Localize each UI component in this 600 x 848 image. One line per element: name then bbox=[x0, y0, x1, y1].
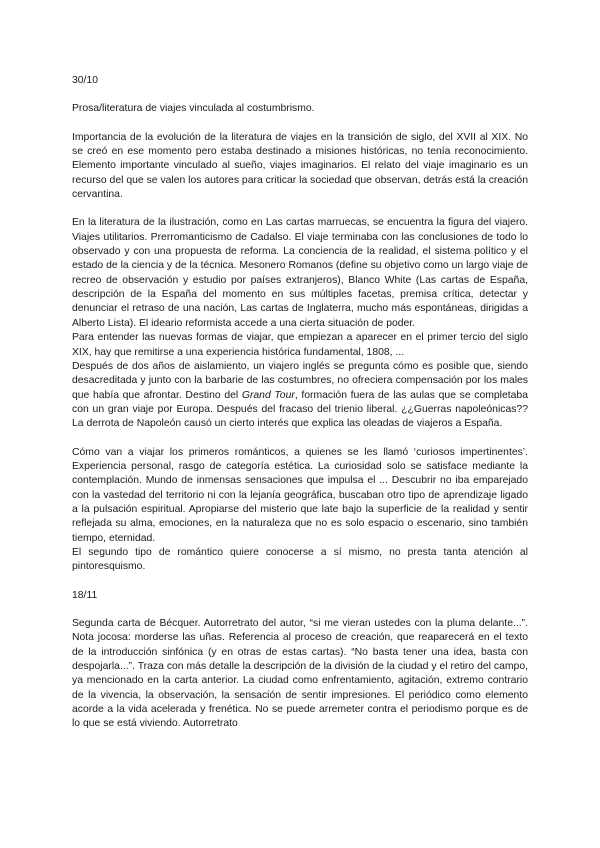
paragraph-4-text-b: , formación fuera de las aulas que se completaba con un gran viaje por Europa. Después del fracaso del trienio liberal. ¿¿Guerras napoleónicas?? La derrota de Napoleón causó un cierto interés que explica las oleadas de viajeros a España. bbox=[72, 389, 528, 430]
paragraph-3: Para entender las nuevas formas de viajar, que empiezan a aparecer en el primer tercio del siglo XIX, hay que remitirse a una experiencia histórica fundamental, 1808, ... bbox=[72, 332, 528, 358]
paragraph-2: En la literatura de la ilustración, como en Las cartas marruecas, se encuentra la figura del viajero. Viajes utilitarios. Prerromanticismo de Cadalso. El viaje terminaba con las conclusiones de todo lo observado y con una propuesta de reforma. La conciencia de la realidad, el sistema político y el estado de la ciencia y de la técnica. Mesonero Romanos (define su objetivo como un largo viaje de recreo de observación y estudio por países extranjeros), Blanco White (Las cartas de España, descripción de la España del momento en sus múltiples facetas, premisa crítica, detectar y denunciar el retraso de una nación, Las cartas de Inglaterra, mucho más espontáneas, dirigidas a Alberto Lista). El ideario reformista accede a una cierta situación de poder. bbox=[72, 217, 528, 329]
section-heading: Prosa/literatura de viajes vinculada al costumbrismo. bbox=[72, 103, 315, 115]
spacer bbox=[72, 202, 528, 216]
date-heading-2: 18/11 bbox=[72, 589, 98, 601]
paragraph-1: Importancia de la evolución de la literatura de viajes en la transición de siglo, del XVII al XIX. No se creó en ese momento pero estaba destinado a misiones históricas, no tenía reconocimiento. Elemento importante vinculado al sueño, viajes imaginarios. El relato del viaje imaginario es un recurso del que se valen los autores para criticar la sociedad que observan, detrás está la creación cervantina. bbox=[72, 131, 528, 201]
document-page bbox=[72, 74, 528, 732]
paragraph-6: El segundo tipo de romántico quiere conocerse a sí mismo, no presta tanta atención al pintoresquismo. bbox=[72, 546, 528, 573]
paragraph-4 bbox=[72, 360, 528, 432]
spacer bbox=[72, 575, 528, 589]
paragraph-5: Cómo van a viajar los primeros románticos, a quienes se les llamó ‘curiosos impertinentes’. Experiencia personal, rasgo de categoría estética. La curiosidad solo se satisface mediante la contemplación. Mundo de inmensas sensaciones que impulsa el ... Descubrir no iba emparejado con la vastedad del territorio ni con la lejanía geográfica, buscaban otro tipo de aprendizaje ligado a la pulsación espiritual. Apropiarse del misterio que late bajo la superficie de la realidad y sentir reflejada su alma, emociones, en la naturaleza que no es solo espacio o escenario, sino también tiempo, eternidad. bbox=[72, 446, 528, 544]
paragraph-4-text-a: Después de dos años de aislamiento, un viajero inglés se pregunta cómo es posible que, siendo desacreditada y junto con la barbarie de las costumbres, no ofreciera compensación por los males que había que afrontar. Destino del bbox=[72, 360, 528, 401]
grand-tour-italic: Grand Tour bbox=[241, 389, 295, 401]
date-heading-1: 30/10 bbox=[72, 75, 99, 86]
paragraph-7: Segunda carta de Bécquer. Autorretrato del autor, “si me vieran ustedes con la pluma delante...”. Nota jocosa: morderse las uñas. Referencia al proceso de creación, que reaparecerá en el texto de la introducción sinfónica (y en otras de estas cartas). “No basta tener una idea, basta con despojarla...”. Traza con más detalle la descripción de la división de la ciudad y el retiro del campo, ya mencionado en la carta anterior. La ciudad como enfrentamiento, agitación, extremo contrario de la vivencia, la observación, la sensación de sentir impresiones. El periódico como elemento acorde a la vida acelerada y frenética. No se puede arremeter contra el periodismo porque es de lo que se está viviendo. Autorretrato bbox=[72, 618, 528, 730]
spacer bbox=[72, 432, 528, 446]
